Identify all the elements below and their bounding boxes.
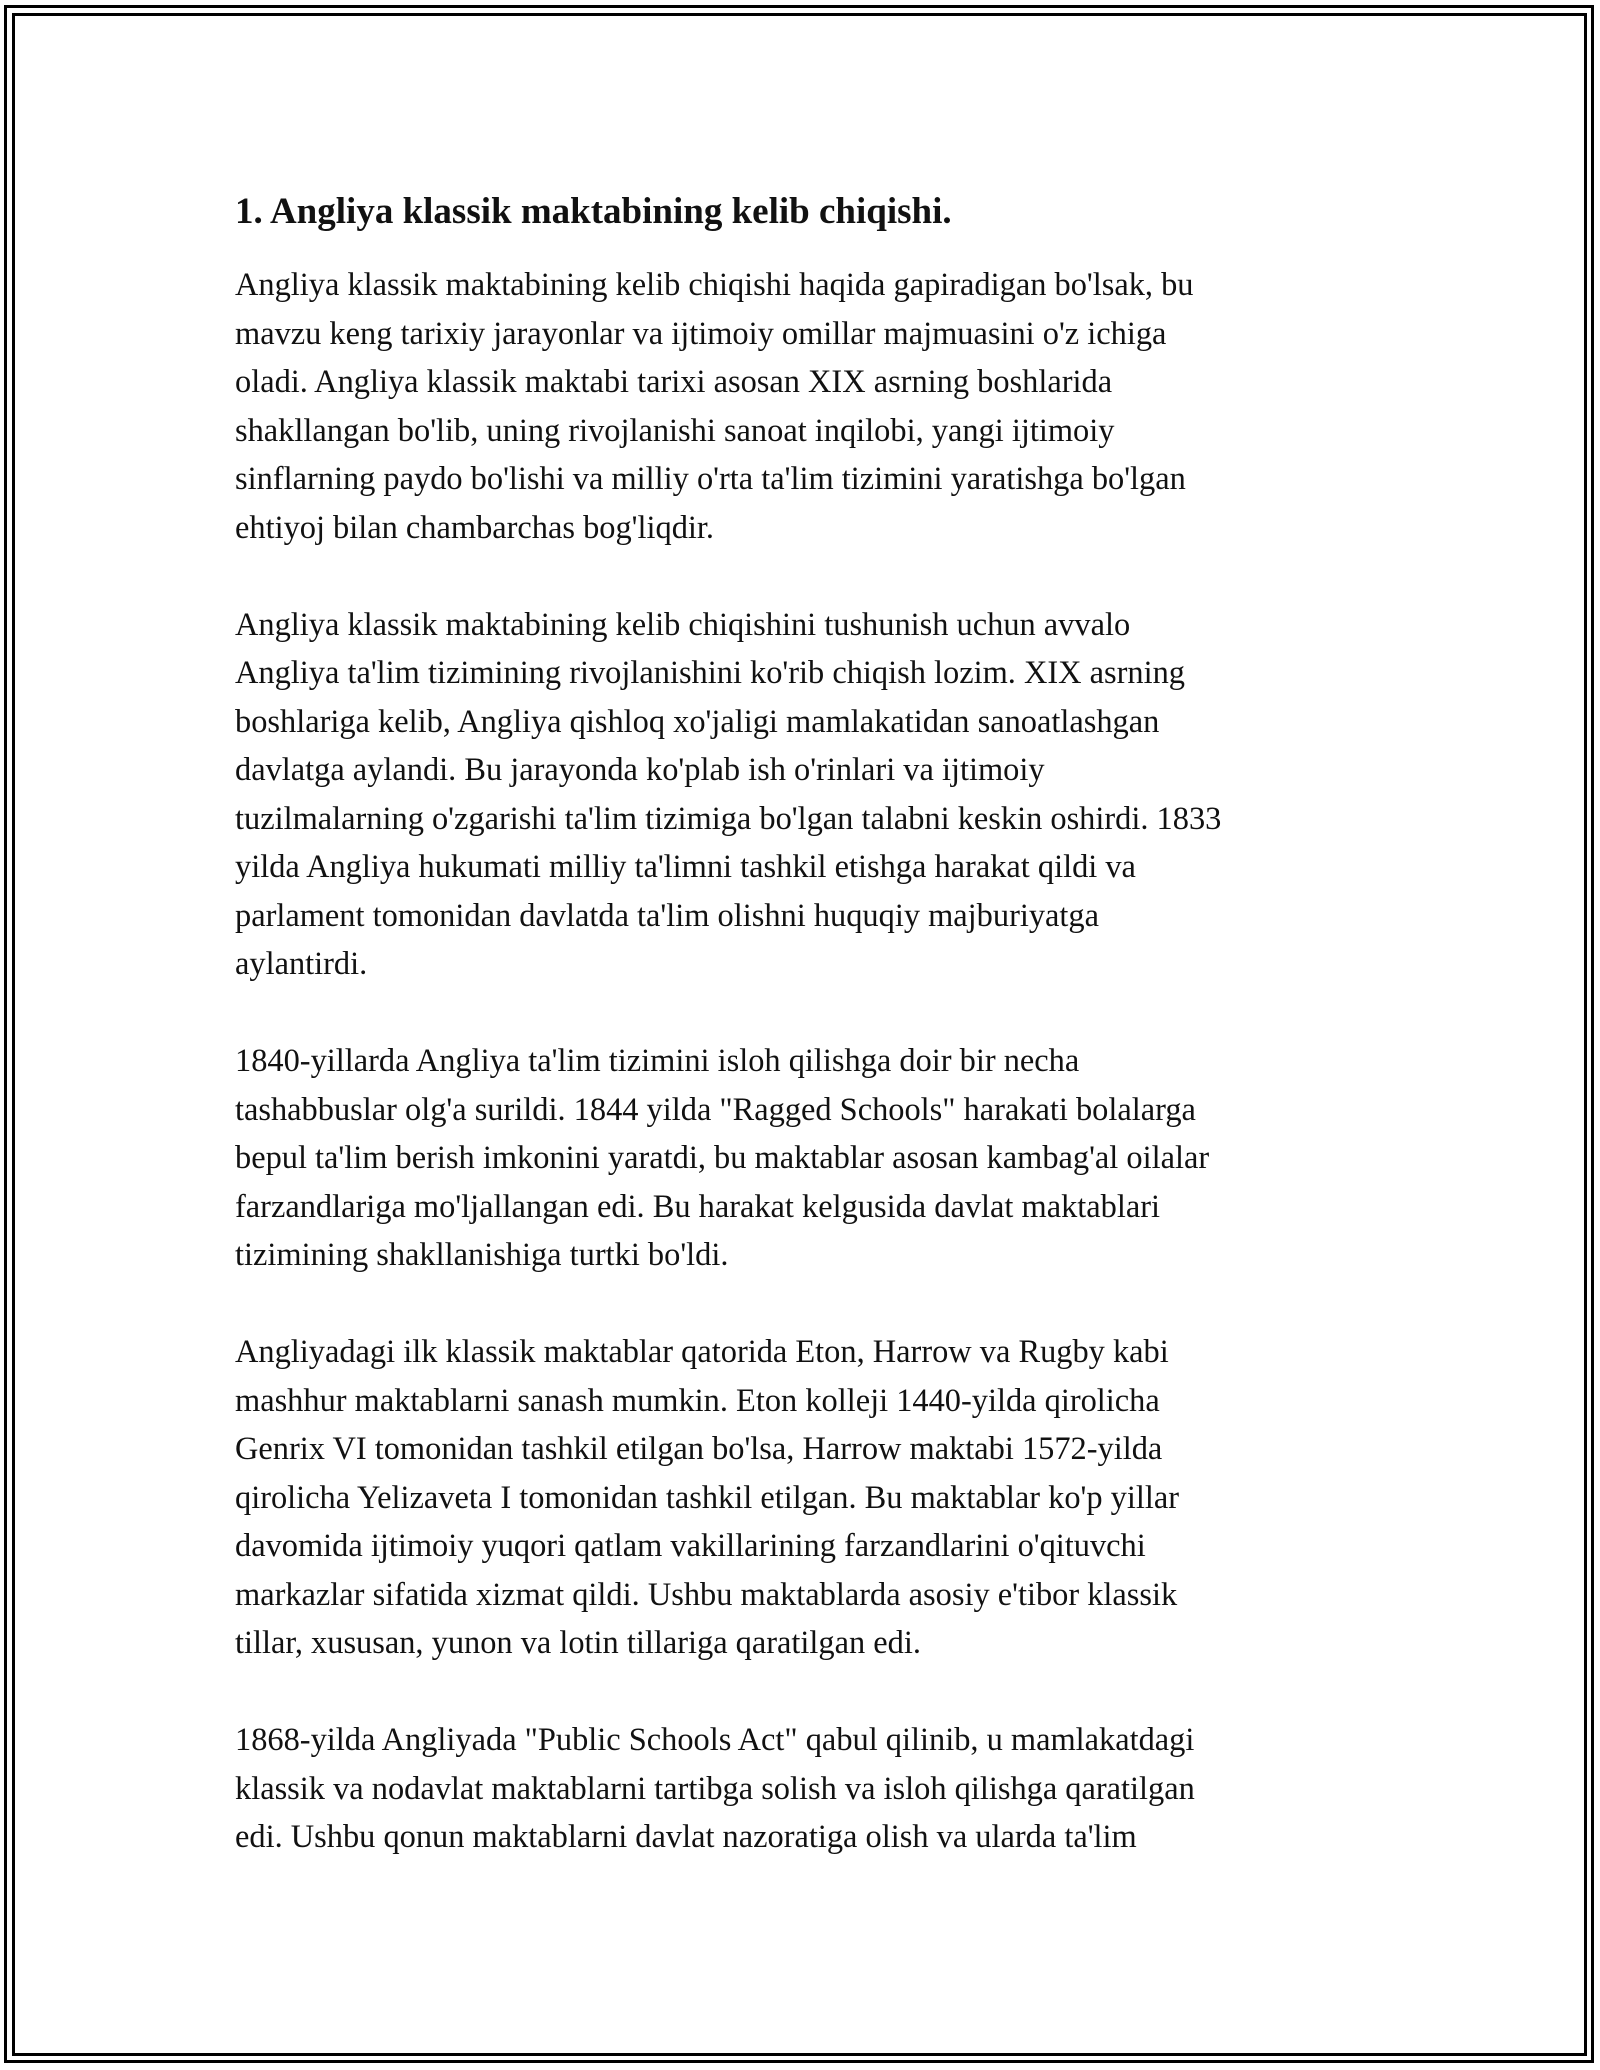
paragraph-1 — [235, 261, 1375, 552]
text-line: shakllangan bo'lib, uning rivojlanishi sanoat inqilobi, yangi ijtimoiy — [235, 412, 1115, 449]
text-line: tillar, xususan, yunon va lotin tillariga qaratilgan edi. — [235, 1625, 921, 1661]
text-line: tuzilmalarning o'zgarishi ta'lim tizimiga bo'lgan talabni keskin oshirdi. 1833 — [235, 800, 1222, 837]
paragraph-2 — [235, 601, 1375, 989]
text-line: davlatga aylandi. Bu jarayonda ko'plab ish o'rinlari va ijtimoiy — [235, 752, 1045, 788]
text-line: boshlariga kelib, Angliya qishloq xo'jaligi mamlakatidan sanoatlashgan — [235, 703, 1160, 740]
text-line: Angliya klassik maktabining kelib chiqishi haqida gapiradigan bo'lsak, bu — [235, 267, 1194, 303]
paragraph-4 — [235, 1328, 1375, 1668]
text-line: parlament tomonidan davlatda ta'lim olishni huquqiy majburiyatga — [235, 897, 1099, 934]
text-line: sinflarning paydo bo'lishi va milliy o'rta ta'lim tizimini yaratishga bo'lgan — [235, 461, 1186, 497]
text-line: bepul ta'lim berish imkonini yaratdi, bu maktablar asosan kambag'al oilalar — [235, 1140, 1210, 1176]
paragraph-3 — [235, 1037, 1375, 1280]
text-line: 1840-yillarda Angliya ta'lim tizimini isloh qilishga doir bir necha — [235, 1043, 1080, 1079]
text-line: davomida ijtimoiy yuqori qatlam vakillarining farzandlarini o'qituvchi — [235, 1528, 1146, 1564]
text-line: Angliya klassik maktabining kelib chiqishini tushunish uchun avvalo — [235, 606, 1131, 643]
text-line: klassik va nodavlat maktablarni tartibga solish va isloh qilishga qaratilgan — [235, 1770, 1195, 1807]
text-line: mashhur maktablarni sanash mumkin. Eton kolleji 1440-yilda qirolicha — [235, 1382, 1160, 1419]
text-line: 1868-yilda Angliyada "Public Schools Act" qabul qilinib, u mamlakatdagi — [235, 1722, 1195, 1758]
text-line: mavzu keng tarixiy jarayonlar va ijtimoiy omillar majmuasini o'z ichiga — [235, 315, 1167, 352]
text-line: edi. Ushbu qonun maktablarni davlat nazoratiga olish va ularda ta'lim — [235, 1819, 1137, 1855]
text-line: tashabbuslar olg'a surildi. 1844 yilda "Ragged Schools" harakati bolalarga — [235, 1091, 1196, 1128]
text-line: markazlar sifatida xizmat qildi. Ushbu maktablarda asosiy e'tibor klassik — [235, 1576, 1178, 1613]
text-line: Angliya ta'lim tizimining rivojlanishini ko'rib chiqish lozim. XIX asrning — [235, 655, 1185, 691]
text-line: oladi. Angliya klassik maktabi tarixi asosan XIX asrning boshlarida — [235, 364, 1113, 400]
paragraph-5 — [235, 1716, 1375, 1862]
text-line: Angliyadagi ilk klassik maktablar qatorida Eton, Harrow va Rugby kabi — [235, 1334, 1169, 1370]
text-line: ehtiyoj bilan chambarchas bog'liqdir. — [235, 509, 714, 546]
text-line: farzandlariga mo'ljallangan edi. Bu harakat kelgusida davlat maktablari — [235, 1188, 1160, 1225]
text-line: yilda Angliya hukumati milliy ta'limni tashkil etishga harakat qildi va — [235, 849, 1136, 885]
text-line: Genrix VI tomonidan tashkil etilgan bo'lsa, Harrow maktabi 1572-yilda — [235, 1431, 1163, 1467]
text-line: tizimining shakllanishiga turtki bo'ldi. — [235, 1237, 729, 1273]
text-line: aylantirdi. — [235, 946, 368, 982]
text-line: qirolicha Yelizaveta I tomonidan tashkil etilgan. Bu maktablar ko'p yillar — [235, 1479, 1180, 1516]
section-title: 1. Angliya klassik maktabining kelib chiqishi. — [235, 191, 952, 232]
document-body — [235, 188, 1375, 1910]
